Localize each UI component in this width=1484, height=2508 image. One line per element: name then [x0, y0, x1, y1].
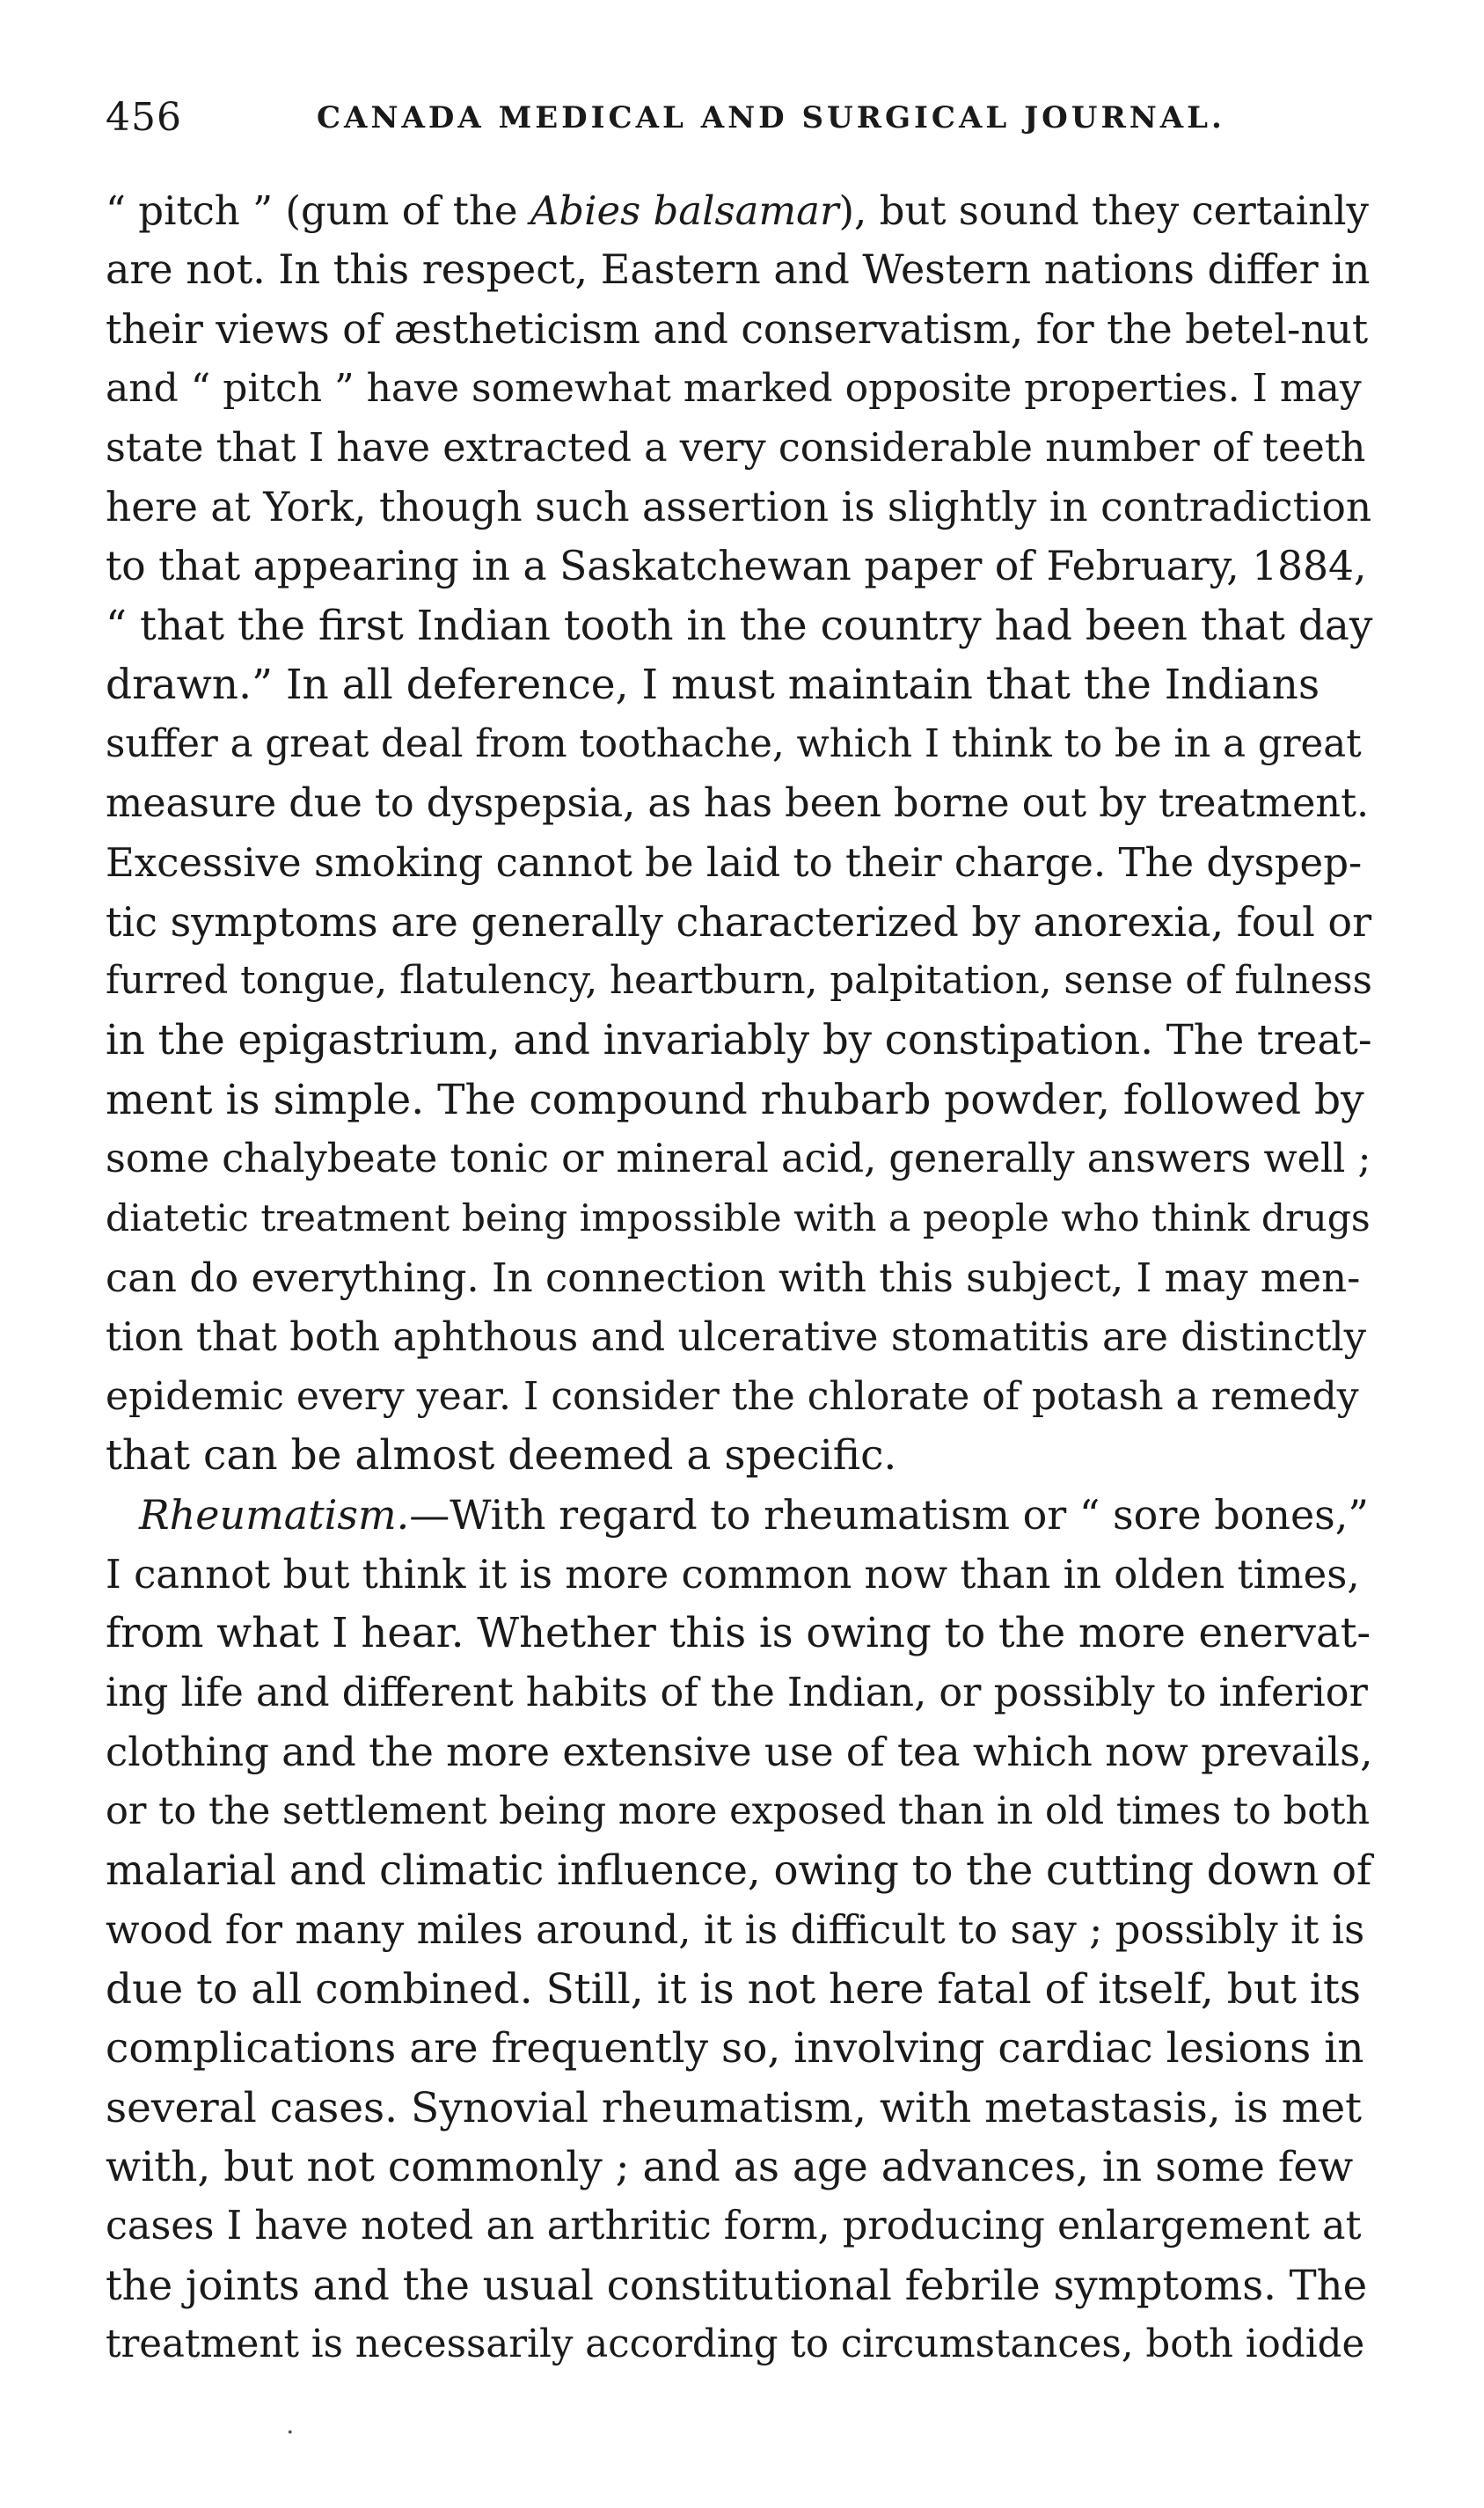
text-line: tic symptoms are generally characterized by anorexia, foul or	[106, 897, 1372, 946]
text-line: ment is simple. The compound rhubarb powder, followed by	[106, 1075, 1364, 1124]
journal-title: CANADA MEDICAL AND SURGICAL JOURNAL.	[317, 100, 1225, 135]
text-fragment: ), but sound they certainly	[838, 187, 1369, 234]
text-line: their views of æstheticism and conservatism, for the betel-nut	[106, 305, 1369, 353]
text-line: clothing and the more extensive use of tea which now prevails,	[106, 1729, 1373, 1776]
text-line: diatetic treatment being impossible with a people who think drugs	[106, 1196, 1371, 1240]
text-line: or to the settlement being more exposed than in old times to both	[106, 1788, 1371, 1833]
text-line: cases I have noted an arthritic form, producing enlargement at	[106, 2204, 1362, 2249]
text-line: suffer a great deal from toothache, which I think to be in a great	[106, 721, 1362, 766]
text-line: from what I hear. Whether this is owing to the more enervat-	[106, 1609, 1371, 1657]
text-line: state that I have extracted a very considerable number of teeth	[106, 425, 1366, 471]
text-line: and “ pitch ” have somewhat marked opposite properties. I may	[106, 366, 1362, 412]
text-line: here at York, though such assertion is slightly in contradiction	[106, 483, 1372, 530]
running-head	[106, 91, 1372, 144]
text-line: wood for many miles around, it is difficult to say ; possibly it is	[106, 1906, 1365, 1954]
text-line: drawn.” In all deference, I must maintain that the Indians	[106, 661, 1320, 710]
text-line: furred tongue, flatulency, heartburn, palpitation, sense of fulness	[106, 959, 1372, 1004]
species-name-italic: Abies balsamar	[530, 187, 839, 234]
text-line: ing life and different habits of the Indian, or possibly to inferior	[106, 1670, 1368, 1715]
text-line	[106, 1486, 1372, 1545]
text-line: treatment is necessarily according to circumstances, both iodide	[106, 2322, 1365, 2367]
page-blemish: ·	[286, 2417, 295, 2448]
text-line: “ that the first Indian tooth in the country had been that day	[106, 601, 1373, 650]
text-fragment: —With regard to rheumatism or “ sore bones,”	[409, 1490, 1369, 1539]
text-line: Excessive smoking cannot be laid to their charge. The dyspep-	[106, 839, 1363, 887]
text-line: are not. In this respect, Eastern and Western nations differ in	[106, 245, 1371, 294]
text-line: malarial and climatic influence, owing to the cutting down of	[106, 1846, 1372, 1894]
text-line: due to all combined. Still, it is not here fatal of itself, but its	[106, 1964, 1361, 2014]
text-line: with, but not commonly ; and as age advances, in some few	[106, 2142, 1354, 2191]
text-line: complications are frequently so, involving cardiac lesions in	[106, 2024, 1364, 2073]
text-line: several cases. Synovial rheumatism, with metastasis, is met	[106, 2083, 1363, 2132]
text-line: to that appearing in a Saskatchewan paper of February, 1884,	[106, 543, 1367, 590]
page-number: 456	[106, 95, 182, 140]
text-line: that can be almost deemed a specific.	[106, 1431, 897, 1481]
text-line: epidemic every year. I consider the chlorate of potash a remedy	[106, 1373, 1359, 1419]
text-line	[106, 181, 1372, 240]
text-line: some chalybeate tonic or mineral acid, generally answers well ;	[106, 1137, 1371, 1182]
text-line: can do everything. In connection with this subject, I may men-	[106, 1254, 1361, 1302]
text-line: in the epigastrium, and invariably by constipation. The treat-	[106, 1016, 1372, 1064]
section-heading-italic: Rheumatism.	[139, 1490, 410, 1539]
text-line: I cannot but think it is more common now than in olden times,	[106, 1550, 1360, 1598]
text-line: measure due to dyspepsia, as has been borne out by treatment.	[106, 780, 1370, 826]
text-line: the joints and the usual constitutional febrile symptoms. The	[106, 2261, 1368, 2309]
text-line: tion that both aphthous and ulcerative stomatitis are distinctly	[106, 1313, 1367, 1361]
article-body	[106, 181, 1372, 2374]
text-fragment: “ pitch ” (gum of the	[106, 187, 530, 234]
